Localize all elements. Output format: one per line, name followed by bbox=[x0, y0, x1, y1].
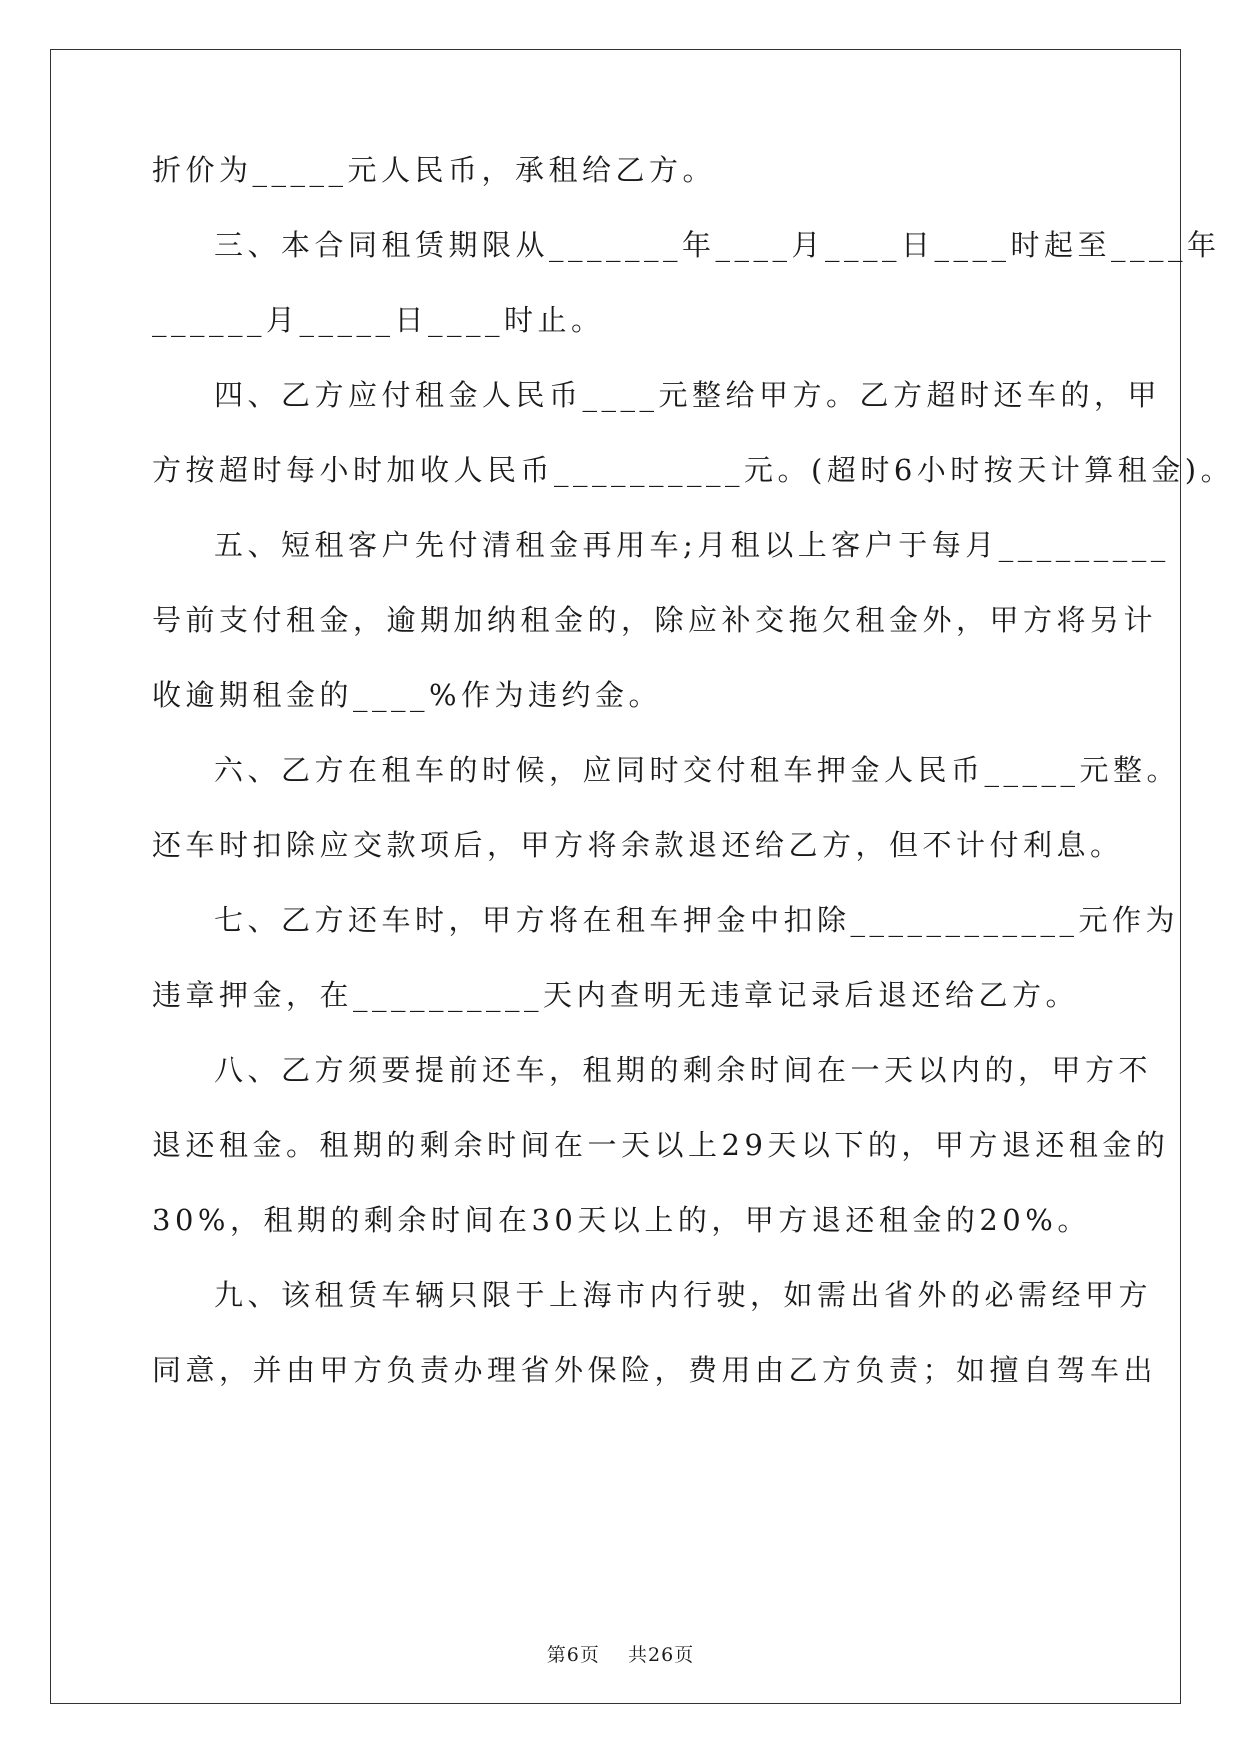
text-line: 五、短租客户先付清租金再用车;月租以上客户于每月_________ bbox=[214, 528, 1170, 562]
text-line: 方按超时每小时加收人民币__________元。(超时6小时按天计算租金)。 bbox=[152, 453, 1235, 487]
text-line: 同意，并由甲方负责办理省外保险，费用由乙方负责；如擅自驾车出 bbox=[152, 1353, 1158, 1387]
text-line: ______月_____日____时止。 bbox=[152, 303, 605, 337]
text-line: 三、本合同租赁期限从_______年____月____日____时起至____年 bbox=[214, 228, 1221, 262]
text-line: 六、乙方在租车的时候，应同时交付租车押金人民币_____元整。 bbox=[214, 753, 1181, 787]
text-line: 四、乙方应付租金人民币____元整给甲方。乙方超时还车的，甲 bbox=[214, 378, 1162, 412]
text-line: 退还租金。租期的剩余时间在一天以上29天以下的，甲方退还租金的 bbox=[152, 1128, 1170, 1162]
text-line: 违章押金，在__________天内查明无违章记录后退还给乙方。 bbox=[152, 978, 1080, 1012]
page-number-footer: 第6页 共26页 bbox=[546, 1644, 695, 1666]
text-line: 还车时扣除应交款项后，甲方将余款退还给乙方，但不计付利息。 bbox=[152, 828, 1124, 862]
text-line: 七、乙方还车时，甲方将在租车押金中扣除____________元作为 bbox=[214, 903, 1180, 937]
text-line: 30%，租期的剩余时间在30天以上的，甲方退还租金的20%。 bbox=[152, 1203, 1091, 1237]
text-line: 八、乙方须要提前还车，租期的剩余时间在一天以内的，甲方不 bbox=[214, 1053, 1153, 1087]
text-line: 号前支付租金，逾期加纳租金的，除应补交拖欠租金外，甲方将另计 bbox=[152, 603, 1158, 637]
text-line: 收逾期租金的____%作为违约金。 bbox=[152, 678, 663, 712]
page-border bbox=[50, 49, 1181, 1704]
text-line: 九、该租赁车辆只限于上海市内行驶，如需出省外的必需经甲方 bbox=[214, 1278, 1153, 1312]
text-line: 折价为_____元人民币，承租给乙方。 bbox=[152, 153, 717, 187]
